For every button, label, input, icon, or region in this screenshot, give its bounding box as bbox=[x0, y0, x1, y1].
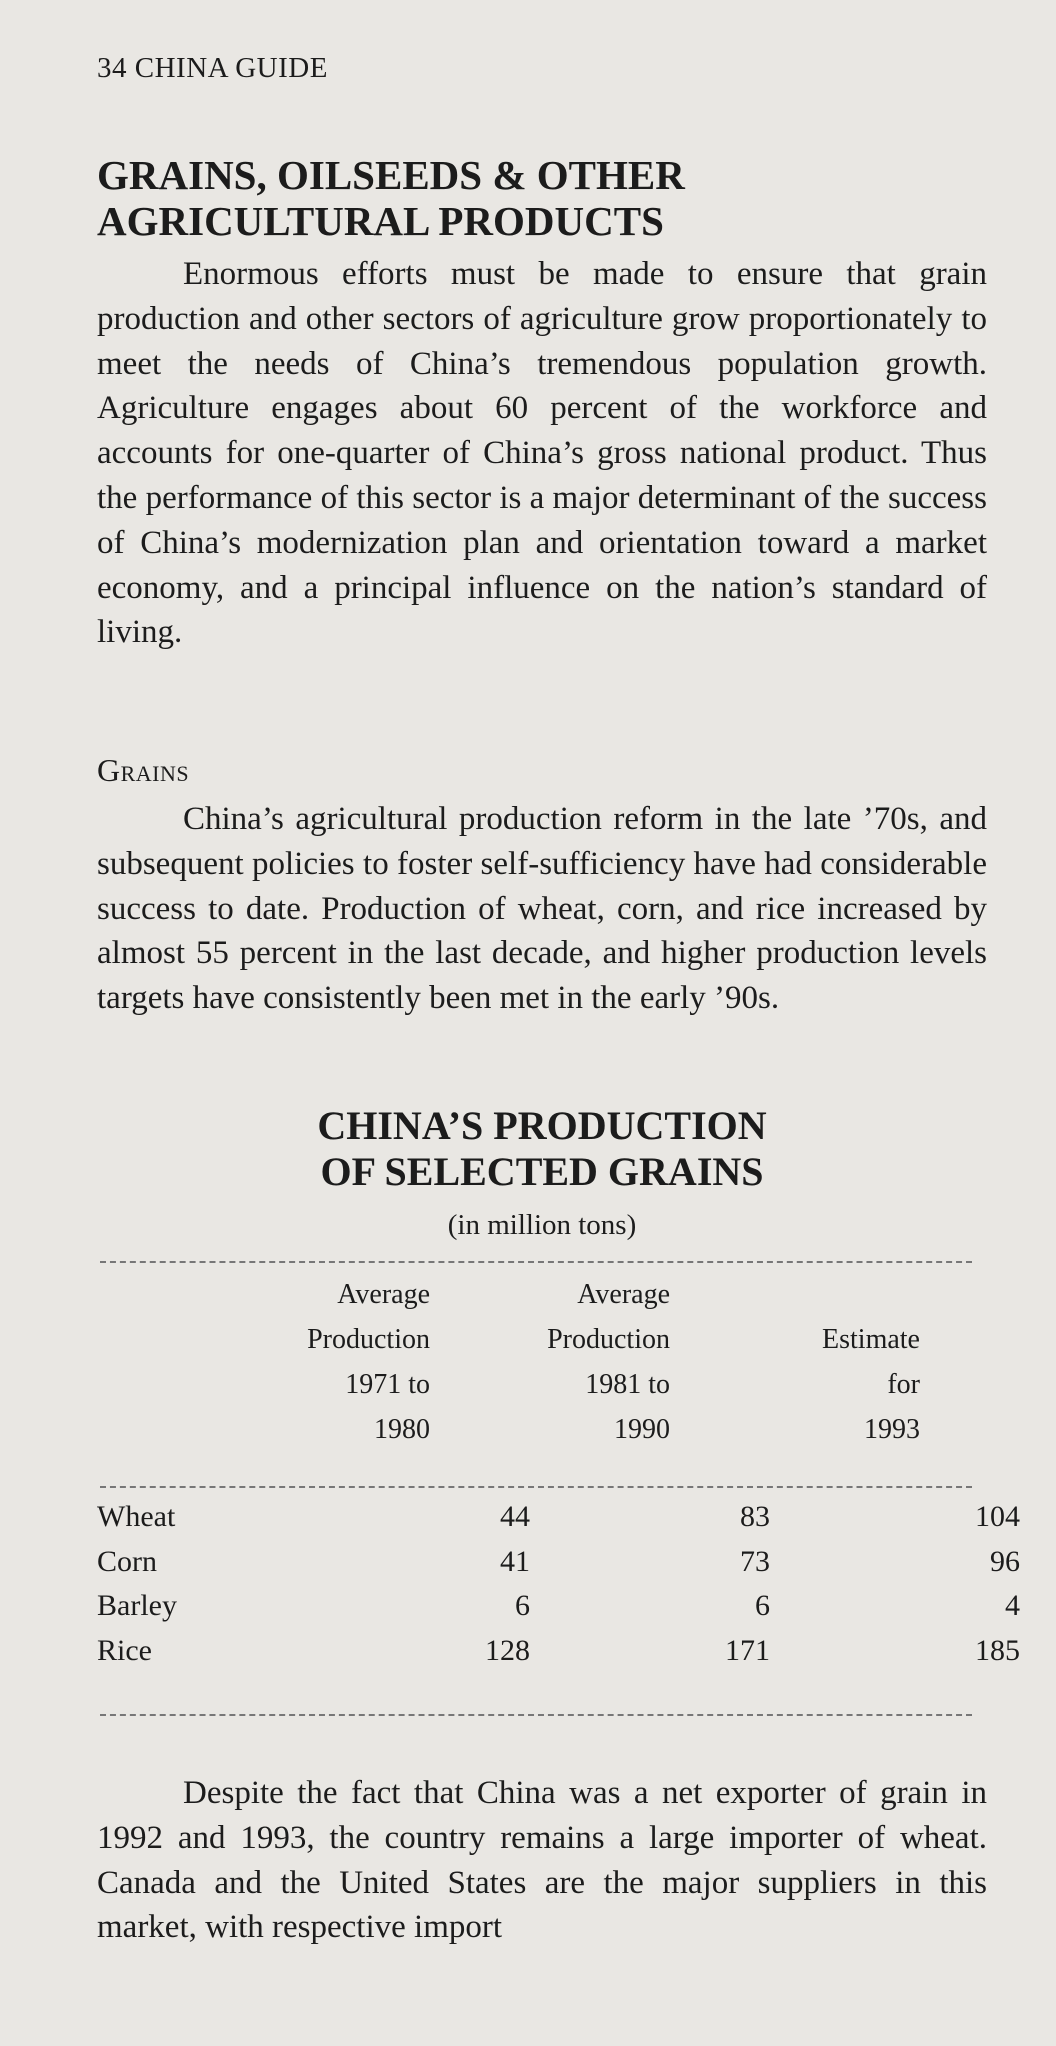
table-unit: (in million tons) bbox=[447, 1209, 637, 1241]
table-row bbox=[97, 1495, 1020, 1540]
running-head: 34 CHINA GUIDE bbox=[97, 52, 328, 84]
column-header-line: Estimate bbox=[822, 1324, 920, 1355]
subheading-grains: Grains bbox=[97, 752, 190, 788]
value-1981-1990: 6 bbox=[755, 1589, 770, 1622]
value-1981-1990: 83 bbox=[740, 1500, 770, 1533]
column-header-estimate-1993 bbox=[720, 1317, 920, 1452]
grain-table-body bbox=[97, 1495, 1020, 1673]
table-row bbox=[97, 1629, 1020, 1674]
value-estimate-1993: 4 bbox=[1005, 1589, 1020, 1622]
grain-name: Rice bbox=[97, 1633, 152, 1667]
table-rule-bottom bbox=[100, 1714, 972, 1716]
column-header-line: Production bbox=[307, 1324, 430, 1355]
column-header-line: Average bbox=[577, 1279, 670, 1310]
grain-name: Barley bbox=[97, 1589, 177, 1622]
column-header-line: 1993 bbox=[864, 1414, 920, 1445]
column-header-line: Average bbox=[337, 1279, 430, 1310]
section-title: GRAINS, OILSEEDS & OTHER AGRICULTURAL PRODUCTS bbox=[97, 152, 685, 244]
column-header-1971-1980 bbox=[230, 1272, 430, 1452]
table-rule-top bbox=[100, 1261, 972, 1263]
table-title-line-2: OF SELECTED GRAINS bbox=[320, 1149, 764, 1194]
value-1971-1980: 41 bbox=[500, 1544, 530, 1578]
paragraph-imports: Despite the fact that China was a net exporter of grain in 1992 and 1993, the country remains a large importer of wheat. Canada and the United States are the major suppliers in this market, with respective import bbox=[97, 1775, 987, 1946]
paragraph-grains: China’s agricultural production reform in the late ’70s, and subsequent policies to foster self-sufficiency have had considerable success to date. Production of wheat, corn, and rice increased by almost 55 percent in the last decade, and higher production levels targets have consistently been met in the early ’90s. bbox=[97, 801, 987, 1017]
table-title bbox=[97, 1103, 987, 1195]
column-header-line: for bbox=[887, 1369, 920, 1400]
column-header-1981-1990 bbox=[470, 1272, 670, 1452]
value-1971-1980: 6 bbox=[515, 1589, 530, 1622]
grain-name: Wheat bbox=[97, 1500, 176, 1533]
column-header-line: 1981 to bbox=[585, 1369, 670, 1400]
value-estimate-1993: 185 bbox=[975, 1633, 1020, 1667]
table-row bbox=[97, 1540, 1020, 1585]
value-1971-1980: 44 bbox=[500, 1500, 530, 1533]
column-header-line: 1990 bbox=[614, 1414, 670, 1445]
column-header-line: 1971 to bbox=[345, 1369, 430, 1400]
table-title-line-1: CHINA’S PRODUCTION bbox=[317, 1103, 767, 1148]
table-rule-middle bbox=[100, 1486, 972, 1488]
value-1981-1990: 73 bbox=[740, 1544, 770, 1578]
paragraph-intro: Enormous efforts must be made to ensure that grain production and other sectors of agriculture grow proportionately to meet the needs of China’s tremendous population growth. Agriculture engages about 60 percent of the workforce and accounts for one-quarter of China’s gross national product. Thus the performance of this sector is a major determinant of the success of China’s modernization plan and orientation toward a market economy, and a principal influence on the nation’s standard of living. bbox=[97, 256, 987, 651]
grain-name: Corn bbox=[97, 1544, 157, 1578]
column-header-line: 1980 bbox=[374, 1414, 430, 1445]
value-estimate-1993: 104 bbox=[975, 1500, 1020, 1533]
value-1981-1990: 171 bbox=[725, 1633, 770, 1667]
table-row bbox=[97, 1584, 1020, 1629]
column-header-line: Production bbox=[547, 1324, 670, 1355]
value-estimate-1993: 96 bbox=[990, 1544, 1020, 1578]
value-1971-1980: 128 bbox=[485, 1633, 530, 1667]
